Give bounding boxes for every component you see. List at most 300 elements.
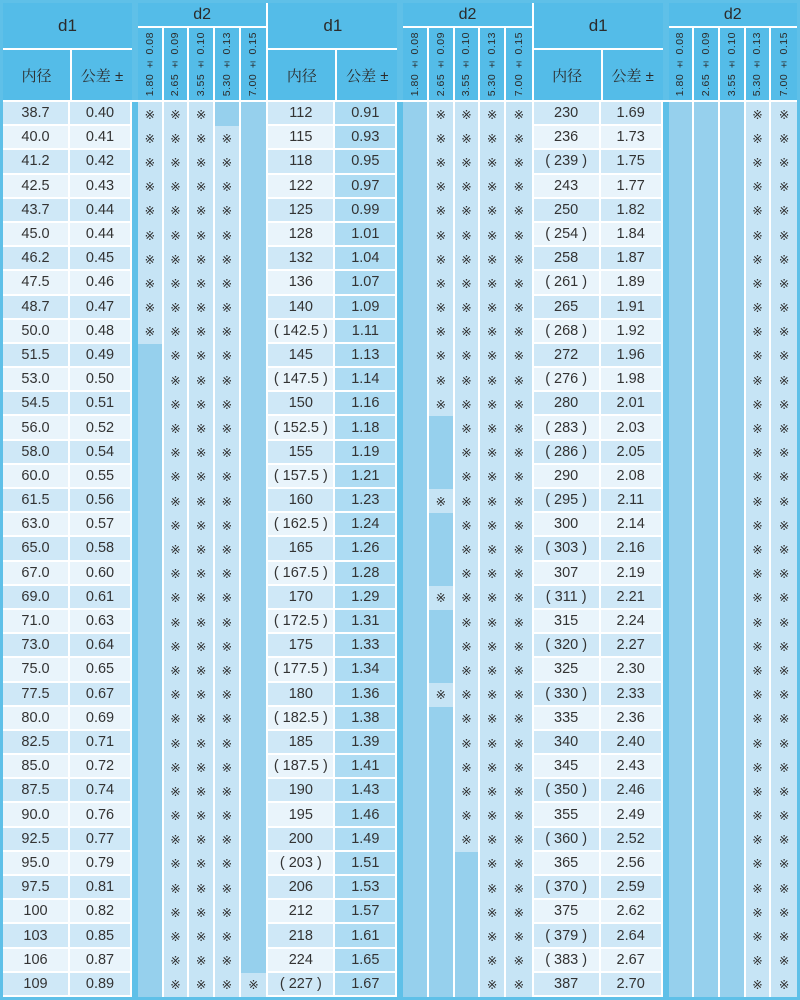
d2-size-header-2: 2.65 ± 0.09 [164, 28, 190, 100]
availability-mark: ※ [164, 852, 190, 876]
inner-diameter-value: ( 203 ) [268, 852, 335, 876]
inner-diameter-value: 265 [534, 296, 601, 320]
inner-diameter-value: 272 [534, 344, 601, 368]
availability-mark: ※ [138, 175, 164, 199]
d2-size-header-4: 5.30 ± 0.13 [215, 28, 241, 100]
availability-mark: ※ [215, 489, 241, 513]
availability-mark: ※ [771, 513, 797, 537]
availability-mark: ※ [480, 779, 506, 803]
availability-empty [720, 949, 746, 973]
availability-empty [694, 247, 720, 271]
availability-mark: ※ [189, 175, 215, 199]
d2-header-label: d2 [138, 3, 266, 28]
availability-mark: ※ [164, 562, 190, 586]
availability-mark: ※ [455, 610, 481, 634]
availability-mark: ※ [746, 126, 772, 150]
tolerance-value: 0.47 [70, 296, 132, 320]
availability-empty [403, 513, 429, 537]
tolerance-value: 1.28 [335, 562, 397, 586]
availability-mark: ※ [215, 803, 241, 827]
inner-diameter-header: 内径 [3, 50, 70, 100]
availability-empty [138, 634, 164, 658]
availability-mark: ※ [746, 779, 772, 803]
inner-diameter-value: 200 [268, 828, 335, 852]
availability-mark: ※ [189, 658, 215, 682]
availability-empty [720, 223, 746, 247]
table-row [534, 320, 797, 344]
table-row [534, 586, 797, 610]
table-row [3, 368, 266, 392]
table-row [3, 949, 266, 973]
availability-mark: ※ [215, 223, 241, 247]
table-row [534, 296, 797, 320]
availability-mark: ※ [771, 537, 797, 561]
availability-empty [669, 150, 695, 174]
availability-mark: ※ [746, 973, 772, 997]
availability-mark: ※ [429, 489, 455, 513]
inner-diameter-value: 355 [534, 803, 601, 827]
availability-mark: ※ [480, 900, 506, 924]
inner-diameter-value: 180 [268, 683, 335, 707]
availability-mark: ※ [480, 755, 506, 779]
table-row [268, 102, 531, 126]
tolerance-value: 1.13 [335, 344, 397, 368]
availability-mark: ※ [164, 634, 190, 658]
tolerance-value: 1.82 [601, 199, 663, 223]
availability-empty [403, 489, 429, 513]
availability-mark: ※ [189, 223, 215, 247]
availability-empty [720, 392, 746, 416]
availability-empty [241, 223, 267, 247]
table-row [268, 320, 531, 344]
availability-mark: ※ [455, 296, 481, 320]
availability-mark: ※ [746, 175, 772, 199]
size-table-group-1 [3, 3, 266, 997]
availability-mark: ※ [455, 803, 481, 827]
tolerance-value: 0.43 [70, 175, 132, 199]
availability-empty [241, 271, 267, 295]
table-row [3, 852, 266, 876]
tolerance-value: 2.14 [601, 513, 663, 537]
inner-diameter-value: 112 [268, 102, 335, 126]
inner-diameter-value: 387 [534, 973, 601, 997]
availability-mark: ※ [455, 416, 481, 440]
inner-diameter-value: ( 227 ) [268, 973, 335, 997]
inner-diameter-value: 50.0 [3, 320, 70, 344]
availability-mark: ※ [480, 320, 506, 344]
availability-mark: ※ [164, 537, 190, 561]
availability-mark: ※ [455, 320, 481, 344]
availability-mark: ※ [429, 223, 455, 247]
inner-diameter-value: 75.0 [3, 658, 70, 682]
availability-mark: ※ [455, 344, 481, 368]
availability-mark: ※ [506, 368, 532, 392]
availability-empty [694, 876, 720, 900]
inner-diameter-value: 206 [268, 876, 335, 900]
inner-diameter-value: 365 [534, 852, 601, 876]
tolerance-value: 2.19 [601, 562, 663, 586]
table-header [534, 3, 797, 102]
tolerance-value: 0.74 [70, 779, 132, 803]
availability-mark: ※ [189, 150, 215, 174]
availability-mark: ※ [455, 465, 481, 489]
availability-mark: ※ [771, 876, 797, 900]
table-row [268, 634, 531, 658]
availability-empty [669, 610, 695, 634]
table-row [534, 755, 797, 779]
inner-diameter-value: 58.0 [3, 441, 70, 465]
availability-empty [669, 803, 695, 827]
table-row [3, 489, 266, 513]
availability-empty [669, 973, 695, 997]
inner-diameter-value: 230 [534, 102, 601, 126]
availability-mark: ※ [189, 683, 215, 707]
d2-size-header-3: 3.55 ± 0.10 [189, 28, 215, 100]
inner-diameter-value: 160 [268, 489, 335, 513]
availability-mark: ※ [455, 513, 481, 537]
availability-mark: ※ [215, 731, 241, 755]
inner-diameter-value: 250 [534, 199, 601, 223]
availability-mark: ※ [189, 900, 215, 924]
availability-mark: ※ [480, 803, 506, 827]
table-row [268, 344, 531, 368]
availability-empty [241, 900, 267, 924]
tolerance-value: 2.27 [601, 634, 663, 658]
availability-mark: ※ [506, 247, 532, 271]
availability-empty [241, 803, 267, 827]
tolerance-value: 1.09 [335, 296, 397, 320]
table-row [3, 683, 266, 707]
availability-empty [241, 416, 267, 440]
availability-empty [403, 562, 429, 586]
table-row [534, 731, 797, 755]
availability-mark: ※ [506, 828, 532, 852]
availability-mark: ※ [771, 562, 797, 586]
availability-mark: ※ [215, 296, 241, 320]
inner-diameter-value: ( 268 ) [534, 320, 601, 344]
inner-diameter-value: 71.0 [3, 610, 70, 634]
availability-empty [429, 465, 455, 489]
availability-mark: ※ [771, 465, 797, 489]
availability-mark: ※ [480, 247, 506, 271]
availability-mark: ※ [189, 852, 215, 876]
availability-empty [694, 562, 720, 586]
availability-empty [138, 779, 164, 803]
table-row [3, 803, 266, 827]
availability-mark: ※ [164, 199, 190, 223]
availability-mark: ※ [164, 658, 190, 682]
availability-mark: ※ [506, 658, 532, 682]
availability-mark: ※ [189, 537, 215, 561]
availability-mark: ※ [189, 247, 215, 271]
availability-mark: ※ [771, 803, 797, 827]
availability-empty [455, 973, 481, 997]
availability-empty [720, 779, 746, 803]
inner-diameter-value: ( 187.5 ) [268, 755, 335, 779]
table-row [268, 707, 531, 731]
availability-mark: ※ [746, 586, 772, 610]
tolerance-value: 1.91 [601, 296, 663, 320]
availability-empty [429, 876, 455, 900]
inner-diameter-value: 61.5 [3, 489, 70, 513]
availability-empty [138, 416, 164, 440]
table-row [3, 441, 266, 465]
availability-mark: ※ [164, 392, 190, 416]
table-row [534, 634, 797, 658]
table-row [268, 247, 531, 271]
availability-mark: ※ [455, 707, 481, 731]
availability-empty [669, 199, 695, 223]
availability-empty [429, 828, 455, 852]
availability-empty [429, 731, 455, 755]
table-row [534, 828, 797, 852]
availability-empty [720, 610, 746, 634]
tolerance-value: 1.98 [601, 368, 663, 392]
table-row [268, 126, 531, 150]
inner-diameter-value: ( 370 ) [534, 876, 601, 900]
availability-empty [429, 852, 455, 876]
tolerance-value: 1.46 [335, 803, 397, 827]
availability-mark: ※ [506, 320, 532, 344]
availability-mark: ※ [480, 949, 506, 973]
availability-empty [241, 537, 267, 561]
tolerance-header: 公差 ± [603, 50, 663, 100]
availability-mark: ※ [480, 562, 506, 586]
availability-mark: ※ [506, 755, 532, 779]
tolerance-value: 0.42 [70, 150, 132, 174]
availability-empty [669, 465, 695, 489]
table-row [268, 779, 531, 803]
d2-size-header-4: 5.30 ± 0.13 [746, 28, 772, 100]
availability-empty [403, 441, 429, 465]
availability-mark: ※ [164, 150, 190, 174]
tolerance-value: 0.54 [70, 441, 132, 465]
availability-mark: ※ [455, 392, 481, 416]
availability-empty [138, 658, 164, 682]
availability-empty [429, 924, 455, 948]
availability-mark: ※ [506, 683, 532, 707]
inner-diameter-value: ( 177.5 ) [268, 658, 335, 682]
availability-empty [694, 344, 720, 368]
availability-empty [720, 175, 746, 199]
availability-empty [138, 973, 164, 997]
availability-mark: ※ [771, 610, 797, 634]
inner-diameter-value: 95.0 [3, 852, 70, 876]
availability-mark: ※ [480, 175, 506, 199]
availability-mark: ※ [746, 537, 772, 561]
availability-empty [694, 610, 720, 634]
table-row [534, 973, 797, 997]
inner-diameter-value: 122 [268, 175, 335, 199]
tolerance-value: 1.26 [335, 537, 397, 561]
availability-mark: ※ [480, 537, 506, 561]
availability-mark: ※ [215, 634, 241, 658]
availability-mark: ※ [164, 320, 190, 344]
availability-mark: ※ [771, 683, 797, 707]
availability-mark: ※ [480, 441, 506, 465]
availability-mark: ※ [164, 707, 190, 731]
availability-mark: ※ [506, 610, 532, 634]
d2-size-header-4: 5.30 ± 0.13 [480, 28, 506, 100]
availability-empty [669, 392, 695, 416]
inner-diameter-value: 280 [534, 392, 601, 416]
availability-mark: ※ [138, 126, 164, 150]
availability-mark: ※ [480, 610, 506, 634]
availability-empty [241, 344, 267, 368]
availability-mark: ※ [746, 320, 772, 344]
availability-mark: ※ [215, 610, 241, 634]
availability-empty [720, 731, 746, 755]
tolerance-value: 0.44 [70, 199, 132, 223]
availability-mark: ※ [771, 150, 797, 174]
availability-empty [720, 465, 746, 489]
availability-mark: ※ [215, 247, 241, 271]
availability-mark: ※ [189, 271, 215, 295]
inner-diameter-value: 335 [534, 707, 601, 731]
table-row [268, 271, 531, 295]
inner-diameter-value: 140 [268, 296, 335, 320]
availability-mark: ※ [138, 320, 164, 344]
table-row [268, 610, 531, 634]
availability-empty [669, 586, 695, 610]
availability-mark: ※ [506, 296, 532, 320]
availability-mark: ※ [746, 489, 772, 513]
availability-mark: ※ [215, 150, 241, 174]
availability-mark: ※ [506, 416, 532, 440]
d2-size-header-1: 1.80 ± 0.08 [669, 28, 695, 100]
availability-empty [429, 634, 455, 658]
table-row [3, 610, 266, 634]
table-row [534, 489, 797, 513]
tolerance-value: 0.49 [70, 344, 132, 368]
availability-mark: ※ [241, 973, 267, 997]
availability-mark: ※ [771, 779, 797, 803]
availability-empty [669, 513, 695, 537]
tolerance-value: 1.23 [335, 489, 397, 513]
tolerance-value: 0.82 [70, 900, 132, 924]
tolerance-value: 2.08 [601, 465, 663, 489]
table-row [534, 949, 797, 973]
inner-diameter-value: 300 [534, 513, 601, 537]
availability-empty [138, 900, 164, 924]
table-row [534, 150, 797, 174]
availability-mark: ※ [189, 102, 215, 126]
availability-empty [720, 344, 746, 368]
availability-mark: ※ [164, 441, 190, 465]
availability-mark: ※ [164, 344, 190, 368]
availability-empty [720, 755, 746, 779]
availability-empty [138, 368, 164, 392]
tolerance-value: 0.99 [335, 199, 397, 223]
table-row [268, 658, 531, 682]
availability-empty [669, 296, 695, 320]
availability-empty [138, 562, 164, 586]
availability-mark: ※ [746, 416, 772, 440]
availability-mark: ※ [455, 779, 481, 803]
availability-empty [138, 852, 164, 876]
d1-header-box [268, 3, 397, 100]
availability-empty [403, 876, 429, 900]
d1-header-box [534, 3, 663, 100]
availability-empty [429, 513, 455, 537]
tolerance-value: 1.49 [335, 828, 397, 852]
availability-empty [403, 175, 429, 199]
availability-mark: ※ [506, 223, 532, 247]
table-row [268, 296, 531, 320]
availability-empty [720, 537, 746, 561]
availability-mark: ※ [189, 949, 215, 973]
availability-mark: ※ [189, 634, 215, 658]
availability-mark: ※ [480, 707, 506, 731]
availability-empty [241, 852, 267, 876]
availability-empty [403, 296, 429, 320]
d2-size-header-3: 3.55 ± 0.10 [720, 28, 746, 100]
availability-mark: ※ [480, 852, 506, 876]
tolerance-value: 2.56 [601, 852, 663, 876]
availability-mark: ※ [506, 924, 532, 948]
availability-mark: ※ [429, 199, 455, 223]
availability-empty [138, 465, 164, 489]
availability-empty [669, 900, 695, 924]
availability-empty [694, 416, 720, 440]
availability-mark: ※ [771, 586, 797, 610]
availability-empty [403, 126, 429, 150]
availability-empty [241, 683, 267, 707]
availability-mark: ※ [164, 296, 190, 320]
tolerance-value: 2.43 [601, 755, 663, 779]
availability-empty [429, 537, 455, 561]
availability-empty [241, 876, 267, 900]
table-row [534, 876, 797, 900]
tolerance-value: 1.65 [335, 949, 397, 973]
availability-mark: ※ [506, 489, 532, 513]
availability-mark: ※ [506, 949, 532, 973]
availability-mark: ※ [506, 803, 532, 827]
availability-empty [694, 900, 720, 924]
tolerance-value: 1.11 [335, 320, 397, 344]
table-row [268, 537, 531, 561]
availability-mark: ※ [189, 199, 215, 223]
availability-mark: ※ [506, 779, 532, 803]
availability-empty [694, 683, 720, 707]
availability-empty [138, 924, 164, 948]
availability-mark: ※ [215, 344, 241, 368]
availability-empty [720, 683, 746, 707]
inner-diameter-value: 340 [534, 731, 601, 755]
inner-diameter-value: 258 [534, 247, 601, 271]
inner-diameter-value: 212 [268, 900, 335, 924]
availability-mark: ※ [771, 296, 797, 320]
tolerance-value: 1.67 [335, 973, 397, 997]
availability-empty [403, 610, 429, 634]
tolerance-value: 0.81 [70, 876, 132, 900]
availability-empty [455, 949, 481, 973]
availability-mark: ※ [771, 199, 797, 223]
availability-empty [138, 949, 164, 973]
table-row [534, 683, 797, 707]
inner-diameter-value: 195 [268, 803, 335, 827]
availability-empty [669, 344, 695, 368]
inner-diameter-value: ( 320 ) [534, 634, 601, 658]
availability-mark: ※ [455, 150, 481, 174]
tolerance-value: 0.67 [70, 683, 132, 707]
tolerance-header: 公差 ± [72, 50, 132, 100]
availability-mark: ※ [746, 344, 772, 368]
availability-mark: ※ [480, 683, 506, 707]
tolerance-value: 0.41 [70, 126, 132, 150]
availability-empty [138, 683, 164, 707]
availability-empty [720, 271, 746, 295]
